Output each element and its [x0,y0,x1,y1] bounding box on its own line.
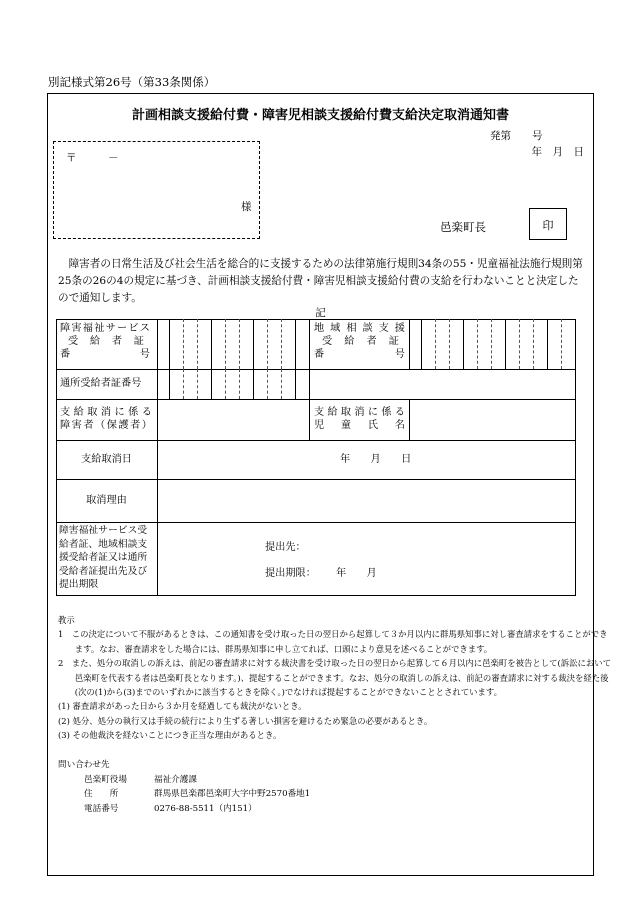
note-line: ます。なお、審査請求をした場合には、群馬県知事に申し立てれば、口頭により意見を述べることができます。 [58,643,493,654]
phone-value: 0276-88-5511（内151） [154,803,257,814]
document-title: 計画相談支援給付費・障害児相談支援給付費支給決定取消通知書 [131,108,509,123]
table-line [56,595,576,596]
digit-divider [295,319,296,369]
notice-body-text: 障害者の日常生活及び社会生活を総合的に支援するための法律第施行規則34条の55・児童福祉法施行規則第25条の26の4の規定に基づき、計画相談支援給付費・障害児相談支援給付費の支給を行わないことと決定したので通知します。 [58,258,583,304]
label-line: 受給者証提出先及び [59,565,148,577]
label-line: 番号 [314,349,405,360]
label-line: 地域相談支援 [314,323,405,334]
office-label: 邑楽町役場 [84,774,127,785]
digit-divider [435,319,436,369]
table-line [409,319,410,369]
digit-divider [239,319,240,369]
submission-destination-label: 提出先： [265,542,306,553]
table-line [56,479,576,480]
digit-divider [281,319,282,369]
digit-divider [225,369,226,399]
digit-divider [547,319,548,369]
submission-deadline-value: 年 月 [336,568,377,579]
table-line [56,399,576,400]
digit-divider [183,369,184,399]
issue-date: 年 月 日 [531,146,584,158]
digit-divider [239,369,240,399]
digit-divider [463,319,464,369]
table-line [157,319,158,596]
digit-divider [211,319,212,369]
recipient-honorific: 様 [241,201,252,213]
digit-divider [169,319,170,369]
digit-divider [169,369,170,399]
digit-divider [267,369,268,399]
sender-name: 邑楽町長 [440,220,486,234]
note-line: (次の(1)から(3)までのいずれかに該当するときを除く。)でなければ提起することができないこととされています。 [58,687,502,698]
digit-divider [421,319,422,369]
submission-deadline-label: 提出期限： [265,568,316,579]
digit-divider [211,369,212,399]
note-line: 1 この決定について不服があるときは、この通知書を受け取った日の翌日から起算して３か月以内に群馬県知事に対し審査請求をすることができ [58,629,608,640]
label-line: 番号 [60,349,150,360]
note-line: (2) 処分、処分の執行又は手続の続行により生ずる著しい損害を避けるため緊急の必要があるとき。 [58,715,433,726]
label-line: 児童氏名 [314,420,405,431]
postal-code: 〒 － [66,152,119,164]
digit-divider [225,319,226,369]
disabled-person-label [60,406,152,432]
digit-divider [197,369,198,399]
instruction-notes [58,613,611,743]
digit-divider [253,369,254,399]
inquiry-heading: 問い合わせ先 [58,760,110,770]
service-cert-number-label [60,322,150,361]
office-value: 福祉介護課 [154,774,197,785]
child-name-label [314,406,405,432]
note-line: 2 また、処分の取消しの訴えは、前記の審査請求に対する裁決書を受け取った日の翌日から起算して６月以内に邑楽町を被告として(訴訟において [58,658,611,669]
label-line: 支給取消に係る [314,407,405,418]
label-line: 援受給者証又は通所 [59,552,148,564]
address-value: 群馬県邑楽郡邑楽町大字中野2570番地1 [154,789,311,799]
digit-divider [449,319,450,369]
notes-heading: 教示 [58,615,75,625]
note-line: 邑楽町を代表する者は邑楽町長となります。)、提起することができます。なお、処分の取消しの訴えは、前記の審査請求に対する裁決を経た後 [58,672,609,683]
ki-heading: 記 [315,307,326,319]
label-line: 支給取消に係る [60,407,152,418]
digit-divider [281,369,282,399]
table-line [575,319,576,596]
notice-body [58,256,586,307]
form-label: 別記様式第26号（第33条関係） [48,75,216,89]
table-line [56,319,576,320]
digit-divider [561,319,562,369]
label-line: 障害福祉サービス受 [59,525,148,536]
phone-label: 電話番号 [84,803,119,814]
issue-number: 発第 号 [490,130,543,142]
digit-divider [533,319,534,369]
digit-divider [477,319,478,369]
label-line: 障害者（保護者） [60,420,152,431]
seal-mark: 印 [542,219,554,232]
table-line [409,399,410,440]
cancel-date-value: 年 月 日 [340,454,412,465]
note-line: (1) 審査請求があった日から３か月を経過しても裁決がないとき。 [58,701,307,712]
address-label: 住 所 [84,789,119,799]
label-line: 障害福祉サービス [60,323,150,334]
inquiry-section [58,758,310,816]
digit-divider [267,319,268,369]
community-cert-number-label [314,322,405,361]
table-line [56,440,576,441]
digit-divider [295,369,296,399]
digit-divider [197,319,198,369]
table-line [56,369,576,370]
digit-divider [183,319,184,369]
label-line: 受給者証 [68,336,144,347]
cancel-date-label: 支給取消日 [81,454,132,465]
note-line: (3) その他裁決を経ないことにつき正当な理由があるとき。 [58,730,282,741]
digit-divider [505,319,506,369]
label-line: 提出期限 [59,579,99,591]
digit-divider [491,319,492,369]
digit-divider [253,319,254,369]
cancel-reason-label: 取消理由 [86,495,127,506]
digit-divider [519,319,520,369]
table-line [56,522,576,523]
digit-divider [309,369,310,399]
label-line: 給者証、地域相談支 [59,538,148,550]
submission-label [59,524,155,592]
commuting-cert-number-label: 通所受給者証番号 [60,378,142,389]
label-line: 受給者証 [322,336,399,347]
